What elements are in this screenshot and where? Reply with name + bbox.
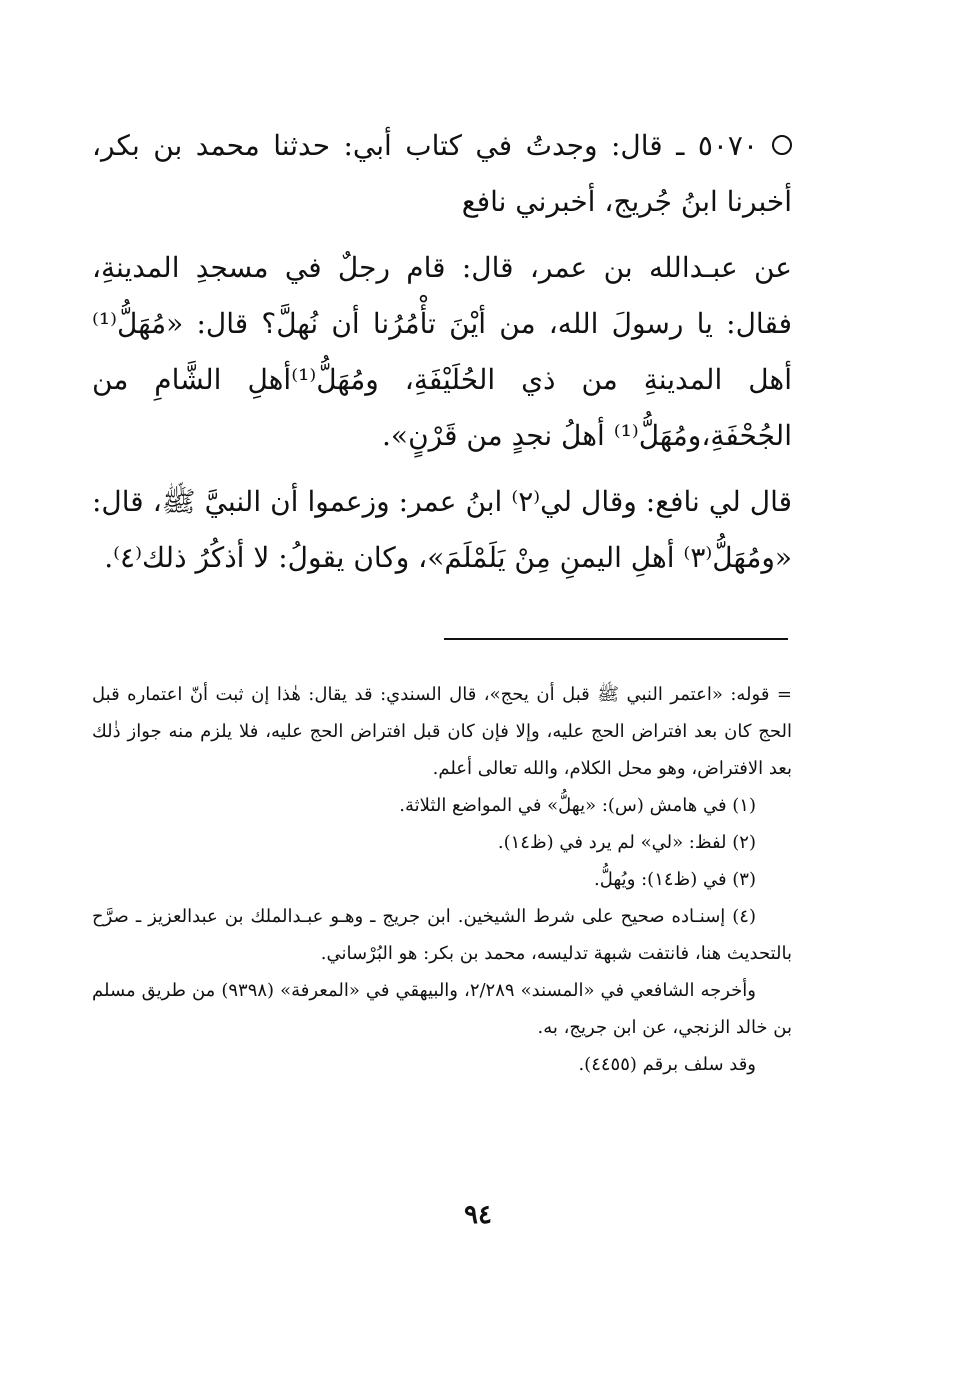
hadith-number: ٥٠٧٠	[697, 129, 758, 162]
footnote-2: (٢) لفظ: «لي» لم يرد في (ظ١٤).	[497, 832, 756, 853]
footnotes-block	[92, 676, 792, 1083]
footnote-3: (٣) في (ظ١٤): ويُهلُّ.	[594, 869, 756, 890]
footnote-1: (١) في هامش (س): «يهلُّ» في المواضع الثلاثة.	[399, 795, 756, 816]
footnote-4: (٤) إسنـاده صحيح على شرط الشيخين. ابن جريج ـ وهـو عبـدالملك بن عبدالعزيز ـ صرَّح بالتحديث هنا، فانتفت شبهة تدليسه، محمد بن بكر: هو البُرْساني.	[92, 906, 792, 964]
circle-marker-icon	[772, 135, 792, 155]
footnote-continuation: = قوله: «اعتمر النبي ﷺ قبل أن يحج»، قال السندي: قد يقال: هٰذا إن ثبت أنّ اعتماره قبل الحج كان بعد افتراض الحج عليه، وإلا فإن كان قبل افتراض الحج عليه، فلا يلزم منه جواز ذٰلك بعد الافتراض، وهو محل الكلام، والله تعالى أعلم.	[92, 684, 792, 779]
page-number: ٩٤	[464, 1200, 492, 1230]
footnote-4-last: وقد سلف برقم (٤٤٥٥).	[578, 1054, 756, 1075]
hadith-chain: قال: وجدتُ في كتاب أبي: حدثنا محمد بن بكر، أخبرنا ابنُ جُريج، أخبرني نافع	[92, 129, 792, 218]
footnote-divider	[444, 638, 788, 640]
hadith-paragraph-2: قال لي نافع: وقال لي⁽٢⁾ ابنُ عمر: وزعموا أن النبيَّ ﷺ، قال: «ومُهَلُّ⁽٣⁾ أهلِ اليمنِ مِنْ يَلَمْلَمَ»، وكان يقولُ: لا أذكُرُ ذلك⁽٤⁾.	[92, 485, 792, 574]
hadith-paragraph-1: عن عبـدالله بن عمر، قال: قام رجلٌ في مسجدِ المدينةِ، فقال: يا رسولَ الله، من أيْنَ تأْمُرُنا أن نُهلَّ؟ قال: «مُهَلُّ⁽¹⁾ أهل المدينةِ من ذي الحُلَيْفَةِ، ومُهَلُّ⁽¹⁾أهلِ الشَّامِ من الجُحْفَةِ،ومُهَلُّ⁽¹⁾ أهلُ نجدٍ من قَرْنٍ».	[92, 251, 792, 452]
hadith-chain-paragraph: ٥٠٧٠ ـ قال: وجدتُ في كتاب أبي: حدثنا محمد بن بكر، أخبرنا ابنُ جُريج، أخبرني نافع	[92, 129, 792, 218]
footnote-4-continuation: وأخرجه الشافعي في «المسند» ٢/٢٨٩، والبيهقي في «المعرفة» (٩٣٩٨) من طريق مسلم بن خالد الزنجي، عن ابن جريج، به.	[92, 980, 792, 1038]
hadith-text-block	[92, 118, 792, 596]
